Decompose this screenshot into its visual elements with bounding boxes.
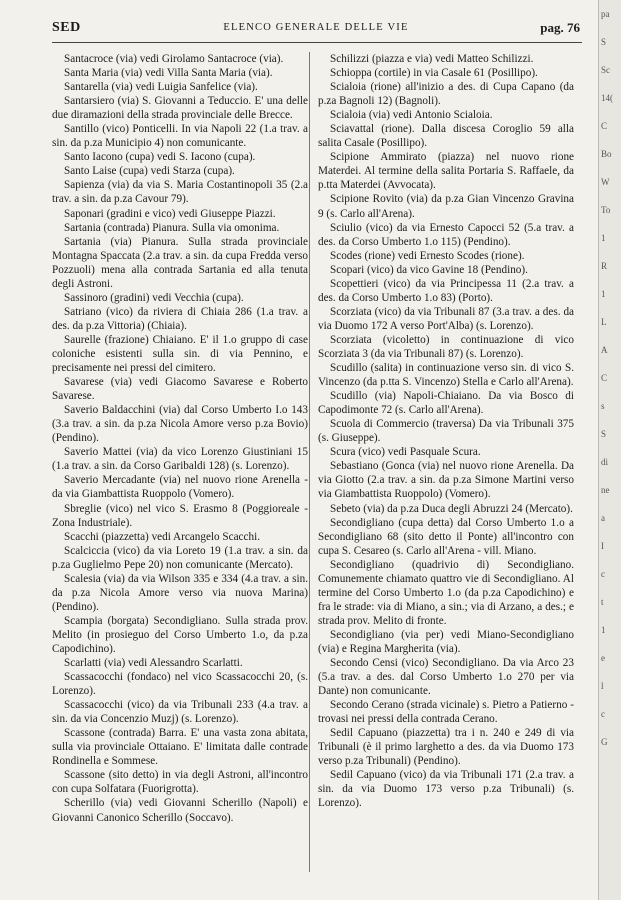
street-entry: Saurelle (frazione) Chiaiano. E' il 1.o gruppo di case coloniche esistenti sulla sin. di via Pennino, e precisamente nei pressi del cimitero. [52,333,308,375]
street-entry: Scorziata (vico) da via Tribunali 87 (3.a trav. a des. da via Duomo 172 A verso Port'Alba) (s. Lorenzo). [318,305,574,332]
street-entry: Scipione Rovito (via) da p.za Gian Vincenzo Gravina 9 (s. Carlo all'Arena). [318,193,574,220]
street-entry: Scacchi (piazzetta) vedi Arcangelo Scacchi. [64,530,260,543]
street-entry: Saverio Mattei (via) da vico Lorenzo Giustiniani 15 (1.a trav. a sin. da Corso Garibaldi 128) (s. Lorenzo). [52,446,308,473]
street-entry: Sapienza (via) da via S. Maria Costantinopoli 35 (2.a trav. a sin. da p.za Cavour 79). [52,179,308,206]
street-entry: Scialoia (rione) all'inizio a des. di Cupa Capano (da p.za Bagnoli 12) (Bagnoli). [318,81,574,108]
street-entry: Sedil Capuano (vico) da via Tribunali 171 (2.a trav. a sin. da via Duomo 173 verso p.za Tribunali) (s. Lorenzo). [318,769,574,810]
edge-fragment: I [601,541,604,551]
street-entry: Scarlatti (via) vedi Alessandro Scarlatti. [64,657,243,670]
street-entry: Scassacocchi (vico) da via Tribunali 233 (4.a trav. a sin. da via Concenzio Muzj) (s. Lorenzo). [52,699,308,726]
street-entry: Santo Laise (cupa) vedi Starza (cupa). [64,165,235,178]
edge-fragment: ne [601,485,610,495]
edge-fragment: 14( [601,93,613,103]
street-entry: Santarella (via) vedi Luigia Sanfelice (via). [64,81,258,94]
street-entry: Scodes (rione) vedi Ernesto Scodes (rione). [330,249,525,262]
street-entry: Savarese (via) vedi Giacomo Savarese e Roberto Savarese. [52,376,308,403]
header-rule [52,42,582,43]
street-entry: Scudillo (salita) in continuazione verso sin. di vico S. Vincenzo (da p.tta S. Vincenzo) Stella e Carlo all'Arena). [318,362,574,389]
street-entry: Sbreglie (vico) nel vico S. Erasmo 8 (Poggioreale - Zona Industriale). [52,502,308,529]
street-entry: Sciavattal (rione). Dalla discesa Coroglio 59 alla salita Casale (Posillipo). [318,123,574,150]
edge-fragment: s [601,401,605,411]
street-entry: Scalesia (via) da via Wilson 335 e 334 (4.a trav. a sin. da p.za Nicola Amore verso via nuova Marina) (Pendino). [52,572,308,613]
edge-fragment: R [601,261,608,271]
street-entry: Saponari (gradini e vico) vedi Giuseppe Piazzi. [64,207,276,220]
edge-fragment: 1 [601,625,606,635]
street-entry: Saverio Baldacchini (via) dal Corso Umberto I.o 143 (3.a trav. a sin. da p.za Nicola Amore verso p.za Bovio) (Pendino). [52,404,308,445]
street-entry: Sciulio (vico) da via Ernesto Capocci 52 (5.a trav. a des. da Corso Umberto 1.o 115) (Pendino). [318,221,574,248]
street-entry: Sartania (contrada) Pianura. Sulla via omonima. [64,221,280,234]
street-entry: Scalciccia (vico) da via Loreto 19 (1.a trav. a sin. da p.za Guglielmo Pepe 20) non comunicante (Mercato). [52,544,308,571]
street-entry: Schioppa (cortile) in via Casale 61 (Posillipo). [330,67,538,80]
edge-fragment: To [601,205,611,215]
right-column [318,52,574,811]
left-column [52,52,308,825]
edge-fragment: l [601,681,604,691]
street-entry: Schilizzi (piazza e via) vedi Matteo Schilizzi. [330,53,534,65]
street-entry: Secondo Censi (vico) Secondigliano. Da via Arco 23 (5.a trav. a des. dal Corso Umberto 1.o 270 per via Dante) non comunicante. [318,657,574,698]
edge-fragment: Sc [601,65,610,75]
street-entry: Scampia (borgata) Secondigliano. Sulla strada prov. Melito (in prosieguo del Corso Umberto 1.o, da p.za Capodichino). [52,614,308,655]
street-entry: Sedil Capuano (piazzetta) tra i n. 240 e 249 di via Tribunali (è il primo larghetto a des. da via Duomo 173 verso p.za Tribunali) (Pendino). [318,727,574,768]
edge-fragment: S [601,37,607,47]
street-entry: Scudillo (via) Napoli-Chiaiano. Da via Bosco di Capodimonte 72 (s. Carlo all'Arena). [318,390,574,417]
street-entry: Scassone (contrada) Barra. E' una vasta zona abitata, sulla via provinciale Ottaiano. E' limitata dalle contrade Rondinella e Sommese. [52,727,308,768]
street-entry: Santacroce (via) vedi Girolamo Santacroce (via). [64,53,284,65]
edge-fragment: S [601,429,607,439]
street-entry: Saverio Mercadante (via) nel nuovo rione Arenella - da via Giambattista Ruoppolo (Vomero). [52,474,308,501]
edge-fragment: a [601,513,605,523]
street-entry: Sebastiano (Gonca (via) nel nuovo rione Arenella. Da via Giotto (2.a trav. a sin. da p.za Simone Martini verso via Giambattista Ruoppolo) (Vomero). [318,460,574,501]
edge-fragment: di [601,457,609,467]
street-entry: Scopettieri (vico) da via Principessa 11 (2.a trav. a des. da Corso Umberto 1.o 83) (Porto). [318,277,574,304]
edge-fragment: t [601,597,604,607]
street-entry: Scipione Ammirato (piazza) nel nuovo rione Materdei. Al termine della salita Portaria S. Raffaele, da p.tta Materdei (Avvocata). [318,151,574,192]
street-entry: Secondigliano (via per) vedi Miano-Secondigliano (via) e Regina Margherita (via). [318,628,574,655]
street-entry: Santa Maria (via) vedi Villa Santa Maria (via). [64,67,273,80]
edge-fragment: Bo [601,149,612,159]
street-entry: Secondigliano (quadrivio di) Secondigliano. Comunemente chiamato quattro vie di Secondigliano. Al termine del Corso Umberto 1.o (da p.za Capodichino) e fra le strade: via di Miano, a sin.; via di Arzano, a des.; e strada prov. Melito di fronte. [318,558,574,627]
street-entry: Scopari (vico) da vico Gavine 18 (Pendino). [330,263,528,276]
street-entry: Sebeto (via) da p.za Duca degli Abruzzi 24 (Mercato). [330,502,573,515]
edge-fragment: L [601,317,607,327]
adjacent-page-edge [598,0,621,900]
edge-fragment: A [601,345,608,355]
street-entry: Secondigliano (cupa detta) dal Corso Umberto 1.o a Secondigliano 68 (sito detto il Ponte) all'incontro con cupa S. Cesareo (s. Carlo all'Arena - vill. Miano. [318,516,574,557]
street-entry: Scassone (sito detto) in via degli Astroni, all'incontro con cupa Solfatara (Fuorigrotta). [52,769,308,796]
edge-fragment: C [601,373,608,383]
street-entry: Santarsiero (via) S. Giovanni a Teduccio. E' una delle due diramazioni della strada provinciale delle Brecce. [52,95,308,122]
street-entry: Santo Iacono (cupa) vedi S. Iacono (cupa). [64,151,256,164]
running-title: ELENCO GENERALE DELLE VIE [223,22,409,33]
street-entry: Satriano (vico) da riviera di Chiaia 286 (1.a trav. a des. da p.za Vittoria) (Chiaia). [52,305,308,332]
edge-fragment: 1 [601,289,606,299]
street-entry: Scassacocchi (fondaco) nel vico Scassacocchi 20, (s. Lorenzo). [52,671,308,698]
street-entry: Scura (vico) vedi Pasquale Scura. [330,446,481,459]
edge-fragment: G [601,737,608,747]
street-entry: Scherillo (via) vedi Giovanni Scherillo (Napoli) e Giovanni Canonico Scherillo (Soccavo). [52,797,308,824]
edge-fragment: c [601,709,605,719]
edge-fragment: pa [601,9,610,19]
street-entry: Scialoia (via) vedi Antonio Scialoia. [330,109,493,122]
edge-fragment: 1 [601,233,606,243]
page-header [52,18,580,40]
street-entry: Scorziata (vicoletto) in continuazione di vico Scorziata 3 (da via Tribunali 87) (s. Lorenzo). [318,333,574,360]
edge-fragment: C [601,121,608,131]
street-entry: Sartania (via) Pianura. Sulla strada provinciale Montagna Spaccata (2.a trav. a sin. da cupa Fredda verso Pozzuoli) mena alla contrada Sartania ed alla tenuta degli Astroni. [52,235,308,290]
street-entry: Scuola di Commercio (traversa) Da via Tribunali 375 (s. Giuseppe). [318,418,574,445]
section-code: SED [52,20,81,35]
edge-fragment: e [601,653,605,663]
page-number: pag. 76 [540,20,580,35]
edge-fragment: c [601,569,605,579]
street-entry: Secondo Cerano (strada vicinale) s. Pietro a Patierno - trovasi nei pressi della contrada Cerano. [318,699,574,726]
street-entry: Santillo (vico) Ponticelli. In via Napoli 22 (1.a trav. a sin. da p.za Municipio 4) non comunicante. [52,123,308,150]
edge-fragment: W [601,177,610,187]
column-divider [309,52,310,872]
street-entry: Sassinoro (gradini) vedi Vecchia (cupa). [64,291,244,304]
